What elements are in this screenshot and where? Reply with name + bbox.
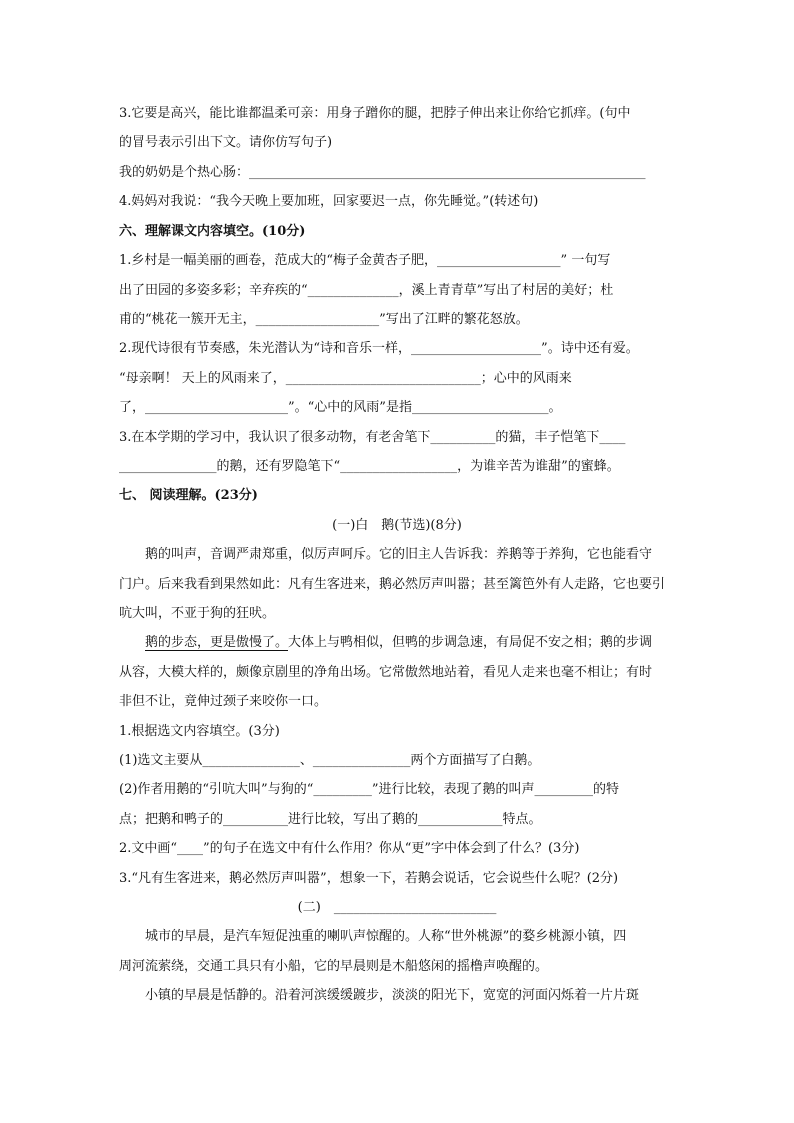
passage-2-para-1: 城市的早晨，是汽车短促浊重的喇叭声惊醒的。人称“世外桃源”的婺乡桃源小镇，四	[145, 929, 627, 944]
passage-1-para-2	[145, 633, 652, 653]
question-4-text: 4.妈妈对我说：“我今天晚上要加班，回家要迟一点，你先睡觉。”(转述句)	[119, 194, 539, 209]
fill-2-line-1: 2.现代诗很有节奏感，朱光潜认为“诗和音乐一样，____________________”。诗中还有爱。	[119, 341, 639, 356]
fill-2-line-2: “母亲啊！ 天上的风雨来了，______________________________；心中的风雨来	[119, 371, 572, 386]
fill-2-line-3: 了，______________________”。“心中的风雨”是指_____________________。	[119, 400, 562, 415]
imitation-answer-line: 我的奶奶是个热心肠：_____________________________________________________________	[119, 165, 646, 180]
section-6-heading: 六、理解课文内容填空。(10分)	[119, 224, 306, 239]
reading-q1-2-cont: 点；把鹅和鸭子的__________进行比较，写出了鹅的_____________特点。	[119, 812, 542, 827]
passage-1-para-1-end: 吭大叫，不亚于狗的狂吠。	[119, 606, 276, 621]
reading-q3: 3.“凡有生客进来，鹅必然厉声叫嚣”，想象一下，若鹅会说话，它会说些什么呢？(2分)	[119, 871, 619, 886]
passage-1-para-2-cont: 从容，大模大样的，颇像京剧里的净角出场。它常傲然地站着，看见人走来也毫不相让；有时	[119, 665, 653, 680]
fill-1-line-2: 出了田园的多姿多彩；辛弃疾的“______________，溪上青青草”写出了村居的美好；杜	[119, 283, 614, 298]
passage-1-title: (一)白 鹅(节选)(8分)	[332, 518, 462, 533]
reading-q1: 1.根据选文内容填空。(3分)	[119, 724, 280, 739]
reading-q2: 2.文中画“____”的句子在选文中有什么作用？你从“更”字中体会到了什么？(3分)	[119, 841, 580, 856]
passage-1-para-1: 鹅的叫声，音调严肃郑重，似厉声呵斥。它的旧主人告诉我：养鹅等于养狗，它也能看守	[145, 547, 653, 562]
reading-q1-1: (1)选文主要从_______________、_______________两个方面描写了白鹅。	[119, 753, 541, 768]
passage-1-para-2-rest: 大体上与鸭相似，但鸭的步调急速，有局促不安之相；鹅的步调	[288, 635, 653, 650]
underlined-sentence: 鹅的步态，更是傲慢了。	[145, 635, 289, 650]
reading-q1-2: (2)作者用鹅的“引吭大叫”与狗的“_________”进行比较，表现了鹅的叫声_________的特	[119, 782, 619, 797]
fill-3-line-1: 3.在本学期的学习中，我认识了很多动物，有老舍笔下__________的猫，丰子恺笔下____	[119, 430, 626, 445]
fill-3-line-2: _______________的鹅，还有罗隐笔下“__________________，为谁辛苦为谁甜”的蜜蜂。	[119, 459, 620, 474]
question-3-text-cont: 的冒号表示引出下文。请你仿写句子)	[119, 135, 333, 150]
passage-2-title: (二) _________________________	[297, 900, 497, 915]
section-7-heading: 七、 阅读理解。(23分)	[119, 488, 258, 503]
fill-1-line-1: 1.乡村是一幅美丽的画卷，范成大的“梅子金黄杏子肥，___________________” 一句写	[119, 253, 611, 268]
passage-1-para-1-cont: 门户。后来我看到果然如此：凡有生客进来，鹅必然厉声叫嚣；甚至篱笆外有人走路，它也要引	[119, 577, 666, 592]
passage-2-para-1-cont: 周河流萦绕，交通工具只有小船，它的早晨则是木船悠闲的摇橹声唤醒的。	[119, 959, 549, 974]
question-3-text: 3.它要是高兴，能比谁都温柔可亲：用身子蹭你的腿，把脖子伸出来让你给它抓痒。(句中	[119, 106, 631, 121]
passage-1-para-2-end: 非但不让，竟伸过颈子来咬你一口。	[119, 694, 328, 709]
passage-2-para-2: 小镇的早晨是恬静的。沿着河滨缓缓踱步，淡淡的阳光下，宽宽的河面闪烁着一片片斑	[145, 988, 640, 1003]
fill-1-line-3: 甫的“桃花一簇开无主，___________________”写出了江畔的繁花怒放。	[119, 312, 529, 327]
